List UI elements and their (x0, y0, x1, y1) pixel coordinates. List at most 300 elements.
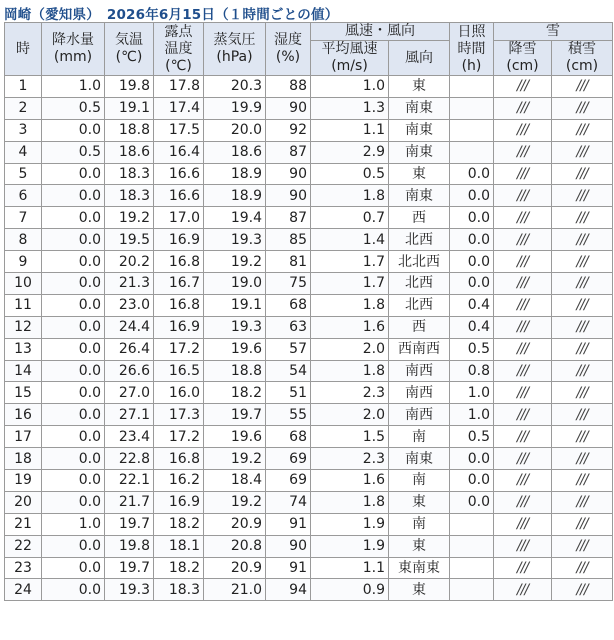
temperature-cell: 19.8 (105, 76, 154, 98)
humidity-cell: 63 (266, 316, 311, 338)
snowfall-cell: /// (494, 360, 552, 382)
table-row (5, 470, 613, 492)
snowfall-cell: /// (494, 273, 552, 295)
sunshine-cell (450, 557, 494, 579)
hour-cell: 18 (5, 448, 42, 470)
temperature-cell: 20.2 (105, 251, 154, 273)
wind-speed-cell: 1.8 (311, 294, 389, 316)
snowfall-cell: /// (494, 207, 552, 229)
temperature-cell: 19.3 (105, 579, 154, 601)
temperature-cell: 23.0 (105, 294, 154, 316)
header-wind-group: 風速・風向 (311, 23, 450, 41)
header-temperature: 気温 (℃) (105, 23, 154, 76)
wind-direction-cell: 南西 (389, 404, 450, 426)
table-row (5, 207, 613, 229)
wind-speed-cell: 1.8 (311, 185, 389, 207)
vapor-pressure-cell: 19.3 (204, 229, 266, 251)
wind-speed-cell: 2.9 (311, 141, 389, 163)
humidity-cell: 94 (266, 579, 311, 601)
vapor-pressure-cell: 19.1 (204, 294, 266, 316)
wind-direction-cell: 南西 (389, 360, 450, 382)
temperature-cell: 27.0 (105, 382, 154, 404)
wind-speed-cell: 2.0 (311, 338, 389, 360)
humidity-cell: 69 (266, 448, 311, 470)
sunshine-cell: 0.0 (450, 229, 494, 251)
wind-direction-cell: 西南西 (389, 338, 450, 360)
snowfall-cell: /// (494, 535, 552, 557)
vapor-pressure-cell: 20.9 (204, 513, 266, 535)
page-title: 岡崎（愛知県） 2026年6月15日（１時間ごとの値） (4, 7, 339, 23)
header-precipitation: 降水量 (mm) (42, 23, 105, 76)
precipitation-cell: 0.0 (42, 535, 105, 557)
wind-direction-cell: 西 (389, 207, 450, 229)
table-row (5, 360, 613, 382)
snowfall-cell: /// (494, 470, 552, 492)
table-row (5, 513, 613, 535)
precipitation-cell: 0.0 (42, 185, 105, 207)
precipitation-cell: 0.0 (42, 382, 105, 404)
wind-speed-cell: 2.0 (311, 404, 389, 426)
vapor-pressure-cell: 20.3 (204, 76, 266, 98)
humidity-cell: 90 (266, 97, 311, 119)
temperature-cell: 22.8 (105, 448, 154, 470)
humidity-cell: 91 (266, 557, 311, 579)
hour-cell: 7 (5, 207, 42, 229)
sunshine-cell: 0.4 (450, 294, 494, 316)
vapor-pressure-cell: 19.3 (204, 316, 266, 338)
hour-cell: 14 (5, 360, 42, 382)
vapor-pressure-cell: 18.2 (204, 382, 266, 404)
vapor-pressure-cell: 19.9 (204, 97, 266, 119)
table-row (5, 76, 613, 98)
dew-point-cell: 18.2 (154, 557, 204, 579)
dew-point-cell: 16.0 (154, 382, 204, 404)
wind-direction-cell: 東南東 (389, 557, 450, 579)
vapor-pressure-cell: 18.6 (204, 141, 266, 163)
vapor-pressure-cell: 20.8 (204, 535, 266, 557)
wind-direction-cell: 北西 (389, 294, 450, 316)
vapor-pressure-cell: 18.4 (204, 470, 266, 492)
precipitation-cell: 0.5 (42, 97, 105, 119)
hour-cell: 12 (5, 316, 42, 338)
snow-depth-cell: /// (552, 316, 613, 338)
header-sunshine: 日照 時間 (h) (450, 23, 494, 76)
table-row (5, 338, 613, 360)
temperature-cell: 21.7 (105, 491, 154, 513)
header-wind-direction: 風向 (389, 41, 450, 76)
table-row (5, 251, 613, 273)
snowfall-cell: /// (494, 229, 552, 251)
vapor-pressure-cell: 18.8 (204, 360, 266, 382)
snow-depth-cell: /// (552, 141, 613, 163)
snow-depth-cell: /// (552, 76, 613, 98)
humidity-cell: 91 (266, 513, 311, 535)
snowfall-cell: /// (494, 185, 552, 207)
precipitation-cell: 0.0 (42, 207, 105, 229)
hour-cell: 4 (5, 141, 42, 163)
temperature-cell: 18.3 (105, 185, 154, 207)
wind-speed-cell: 1.4 (311, 229, 389, 251)
dew-point-cell: 16.8 (154, 448, 204, 470)
dew-point-cell: 16.9 (154, 229, 204, 251)
hour-cell: 19 (5, 470, 42, 492)
humidity-cell: 90 (266, 535, 311, 557)
snow-depth-cell: /// (552, 97, 613, 119)
snow-depth-cell: /// (552, 470, 613, 492)
sunshine-cell: 0.5 (450, 426, 494, 448)
humidity-cell: 75 (266, 273, 311, 295)
wind-direction-cell: 西 (389, 316, 450, 338)
humidity-cell: 90 (266, 163, 311, 185)
wind-speed-cell: 1.6 (311, 316, 389, 338)
snow-depth-cell: /// (552, 360, 613, 382)
wind-direction-cell: 北西 (389, 273, 450, 295)
snowfall-cell: /// (494, 119, 552, 141)
wind-direction-cell: 東 (389, 535, 450, 557)
table-row (5, 163, 613, 185)
dew-point-cell: 16.5 (154, 360, 204, 382)
vapor-pressure-cell: 18.9 (204, 163, 266, 185)
dew-point-cell: 16.4 (154, 141, 204, 163)
table-row (5, 97, 613, 119)
temperature-cell: 19.1 (105, 97, 154, 119)
table-row (5, 119, 613, 141)
hour-cell: 2 (5, 97, 42, 119)
dew-point-cell: 16.6 (154, 185, 204, 207)
wind-speed-cell: 1.6 (311, 470, 389, 492)
wind-direction-cell: 北西 (389, 229, 450, 251)
header-snow-group: 雪 (494, 23, 613, 41)
vapor-pressure-cell: 19.2 (204, 448, 266, 470)
humidity-cell: 81 (266, 251, 311, 273)
table-row (5, 316, 613, 338)
wind-speed-cell: 1.0 (311, 76, 389, 98)
snow-depth-cell: /// (552, 273, 613, 295)
wind-direction-cell: 南東 (389, 141, 450, 163)
humidity-cell: 68 (266, 426, 311, 448)
hour-cell: 11 (5, 294, 42, 316)
dew-point-cell: 16.8 (154, 294, 204, 316)
dew-point-cell: 16.2 (154, 470, 204, 492)
table-row (5, 491, 613, 513)
temperature-cell: 27.1 (105, 404, 154, 426)
vapor-pressure-cell: 19.6 (204, 426, 266, 448)
sunshine-cell (450, 513, 494, 535)
snow-depth-cell: /// (552, 382, 613, 404)
wind-direction-cell: 東 (389, 163, 450, 185)
precipitation-cell: 0.0 (42, 163, 105, 185)
dew-point-cell: 18.3 (154, 579, 204, 601)
wind-speed-cell: 1.7 (311, 251, 389, 273)
hour-cell: 13 (5, 338, 42, 360)
snow-depth-cell: /// (552, 294, 613, 316)
precipitation-cell: 0.0 (42, 491, 105, 513)
snow-depth-cell: /// (552, 163, 613, 185)
precipitation-cell: 1.0 (42, 513, 105, 535)
wind-speed-cell: 1.1 (311, 119, 389, 141)
precipitation-cell: 0.0 (42, 360, 105, 382)
temperature-cell: 18.6 (105, 141, 154, 163)
humidity-cell: 69 (266, 470, 311, 492)
precipitation-cell: 0.0 (42, 404, 105, 426)
wind-speed-cell: 2.3 (311, 448, 389, 470)
snowfall-cell: /// (494, 251, 552, 273)
wind-direction-cell: 東 (389, 76, 450, 98)
precipitation-cell: 0.0 (42, 557, 105, 579)
wind-direction-cell: 南東 (389, 97, 450, 119)
wind-direction-cell: 南 (389, 426, 450, 448)
hour-cell: 9 (5, 251, 42, 273)
hour-cell: 23 (5, 557, 42, 579)
header-dew-point: 露点 温度 (℃) (154, 23, 204, 76)
dew-point-cell: 18.2 (154, 513, 204, 535)
snow-depth-cell: /// (552, 404, 613, 426)
wind-direction-cell: 南東 (389, 185, 450, 207)
wind-direction-cell: 南 (389, 513, 450, 535)
precipitation-cell: 0.0 (42, 470, 105, 492)
humidity-cell: 54 (266, 360, 311, 382)
wind-speed-cell: 2.3 (311, 382, 389, 404)
snow-depth-cell: /// (552, 185, 613, 207)
sunshine-cell: 0.0 (450, 185, 494, 207)
wind-direction-cell: 東 (389, 491, 450, 513)
table-row (5, 229, 613, 251)
table-body (5, 76, 613, 601)
precipitation-cell: 0.0 (42, 579, 105, 601)
humidity-cell: 74 (266, 491, 311, 513)
humidity-cell: 92 (266, 119, 311, 141)
humidity-cell: 85 (266, 229, 311, 251)
wind-speed-cell: 0.9 (311, 579, 389, 601)
precipitation-cell: 0.0 (42, 119, 105, 141)
table-row (5, 141, 613, 163)
hour-cell: 5 (5, 163, 42, 185)
wind-direction-cell: 南西 (389, 382, 450, 404)
snow-depth-cell: /// (552, 579, 613, 601)
table-row (5, 557, 613, 579)
temperature-cell: 18.8 (105, 119, 154, 141)
wind-speed-cell: 0.5 (311, 163, 389, 185)
temperature-cell: 19.5 (105, 229, 154, 251)
temperature-cell: 19.8 (105, 535, 154, 557)
table-row (5, 382, 613, 404)
humidity-cell: 68 (266, 294, 311, 316)
vapor-pressure-cell: 20.0 (204, 119, 266, 141)
snow-depth-cell: /// (552, 535, 613, 557)
header-hour: 時 (5, 23, 42, 76)
wind-direction-cell: 北北西 (389, 251, 450, 273)
sunshine-cell (450, 119, 494, 141)
sunshine-cell: 0.0 (450, 448, 494, 470)
dew-point-cell: 17.2 (154, 338, 204, 360)
temperature-cell: 18.3 (105, 163, 154, 185)
snowfall-cell: /// (494, 557, 552, 579)
dew-point-cell: 17.8 (154, 76, 204, 98)
dew-point-cell: 16.9 (154, 316, 204, 338)
temperature-cell: 26.6 (105, 360, 154, 382)
vapor-pressure-cell: 19.4 (204, 207, 266, 229)
precipitation-cell: 0.5 (42, 141, 105, 163)
snowfall-cell: /// (494, 97, 552, 119)
temperature-cell: 19.2 (105, 207, 154, 229)
snow-depth-cell: /// (552, 557, 613, 579)
table-row (5, 448, 613, 470)
dew-point-cell: 16.8 (154, 251, 204, 273)
precipitation-cell: 0.0 (42, 294, 105, 316)
wind-speed-cell: 1.3 (311, 97, 389, 119)
sunshine-cell: 0.0 (450, 273, 494, 295)
precipitation-cell: 0.0 (42, 316, 105, 338)
sunshine-cell (450, 97, 494, 119)
snowfall-cell: /// (494, 579, 552, 601)
header-humidity: 湿度 (%) (266, 23, 311, 76)
snowfall-cell: /// (494, 491, 552, 513)
sunshine-cell: 1.0 (450, 404, 494, 426)
humidity-cell: 55 (266, 404, 311, 426)
snowfall-cell: /// (494, 426, 552, 448)
dew-point-cell: 16.7 (154, 273, 204, 295)
precipitation-cell: 0.0 (42, 229, 105, 251)
dew-point-cell: 17.4 (154, 97, 204, 119)
vapor-pressure-cell: 19.0 (204, 273, 266, 295)
hour-cell: 15 (5, 382, 42, 404)
humidity-cell: 57 (266, 338, 311, 360)
precipitation-cell: 0.0 (42, 338, 105, 360)
wind-speed-cell: 1.1 (311, 557, 389, 579)
wind-speed-cell: 1.8 (311, 491, 389, 513)
sunshine-cell: 0.0 (450, 251, 494, 273)
wind-direction-cell: 東 (389, 579, 450, 601)
sunshine-cell: 0.8 (450, 360, 494, 382)
snow-depth-cell: /// (552, 229, 613, 251)
hour-cell: 3 (5, 119, 42, 141)
snow-depth-cell: /// (552, 491, 613, 513)
dew-point-cell: 16.9 (154, 491, 204, 513)
dew-point-cell: 17.3 (154, 404, 204, 426)
temperature-cell: 19.7 (105, 513, 154, 535)
hourly-weather-table (4, 22, 613, 601)
snowfall-cell: /// (494, 76, 552, 98)
table-row (5, 404, 613, 426)
hour-cell: 16 (5, 404, 42, 426)
vapor-pressure-cell: 18.9 (204, 185, 266, 207)
dew-point-cell: 17.2 (154, 426, 204, 448)
precipitation-cell: 0.0 (42, 448, 105, 470)
snow-depth-cell: /// (552, 251, 613, 273)
snow-depth-cell: /// (552, 426, 613, 448)
precipitation-cell: 1.0 (42, 76, 105, 98)
wind-direction-cell: 南 (389, 470, 450, 492)
hour-cell: 17 (5, 426, 42, 448)
table-row (5, 185, 613, 207)
wind-speed-cell: 1.8 (311, 360, 389, 382)
wind-speed-cell: 0.7 (311, 207, 389, 229)
hour-cell: 24 (5, 579, 42, 601)
vapor-pressure-cell: 19.7 (204, 404, 266, 426)
snow-depth-cell: /// (552, 513, 613, 535)
table-row (5, 535, 613, 557)
dew-point-cell: 16.6 (154, 163, 204, 185)
precipitation-cell: 0.0 (42, 273, 105, 295)
header-snow-depth: 積雪 (cm) (552, 41, 613, 76)
vapor-pressure-cell: 20.9 (204, 557, 266, 579)
wind-direction-cell: 南東 (389, 448, 450, 470)
dew-point-cell: 18.1 (154, 535, 204, 557)
hour-cell: 10 (5, 273, 42, 295)
snowfall-cell: /// (494, 404, 552, 426)
sunshine-cell: 0.0 (450, 163, 494, 185)
sunshine-cell: 0.5 (450, 338, 494, 360)
dew-point-cell: 17.5 (154, 119, 204, 141)
wind-speed-cell: 1.9 (311, 513, 389, 535)
humidity-cell: 88 (266, 76, 311, 98)
humidity-cell: 51 (266, 382, 311, 404)
hour-cell: 20 (5, 491, 42, 513)
table-row (5, 294, 613, 316)
temperature-cell: 26.4 (105, 338, 154, 360)
snowfall-cell: /// (494, 382, 552, 404)
temperature-cell: 24.4 (105, 316, 154, 338)
table-row (5, 273, 613, 295)
sunshine-cell (450, 535, 494, 557)
sunshine-cell: 0.0 (450, 470, 494, 492)
precipitation-cell: 0.0 (42, 426, 105, 448)
dew-point-cell: 17.0 (154, 207, 204, 229)
snowfall-cell: /// (494, 294, 552, 316)
sunshine-cell: 0.0 (450, 207, 494, 229)
header-snowfall: 降雪 (cm) (494, 41, 552, 76)
temperature-cell: 19.7 (105, 557, 154, 579)
vapor-pressure-cell: 19.2 (204, 491, 266, 513)
wind-speed-cell: 1.9 (311, 535, 389, 557)
temperature-cell: 22.1 (105, 470, 154, 492)
vapor-pressure-cell: 19.2 (204, 251, 266, 273)
sunshine-cell (450, 579, 494, 601)
hour-cell: 6 (5, 185, 42, 207)
table-row (5, 426, 613, 448)
snow-depth-cell: /// (552, 448, 613, 470)
precipitation-cell: 0.0 (42, 251, 105, 273)
hour-cell: 1 (5, 76, 42, 98)
hour-cell: 21 (5, 513, 42, 535)
humidity-cell: 87 (266, 141, 311, 163)
snowfall-cell: /// (494, 338, 552, 360)
temperature-cell: 23.4 (105, 426, 154, 448)
sunshine-cell (450, 141, 494, 163)
sunshine-cell (450, 76, 494, 98)
snowfall-cell: /// (494, 316, 552, 338)
wind-speed-cell: 1.7 (311, 273, 389, 295)
snow-depth-cell: /// (552, 119, 613, 141)
sunshine-cell: 0.4 (450, 316, 494, 338)
snowfall-cell: /// (494, 513, 552, 535)
snowfall-cell: /// (494, 448, 552, 470)
table-header (5, 23, 613, 76)
hour-cell: 22 (5, 535, 42, 557)
header-wind-speed: 平均風速 (m/s) (311, 41, 389, 76)
snow-depth-cell: /// (552, 207, 613, 229)
header-vapor-pressure: 蒸気圧 (hPa) (204, 23, 266, 76)
wind-direction-cell: 南東 (389, 119, 450, 141)
snow-depth-cell: /// (552, 338, 613, 360)
humidity-cell: 87 (266, 207, 311, 229)
table-row (5, 579, 613, 601)
wind-speed-cell: 1.5 (311, 426, 389, 448)
snowfall-cell: /// (494, 141, 552, 163)
sunshine-cell: 1.0 (450, 382, 494, 404)
vapor-pressure-cell: 19.6 (204, 338, 266, 360)
hour-cell: 8 (5, 229, 42, 251)
